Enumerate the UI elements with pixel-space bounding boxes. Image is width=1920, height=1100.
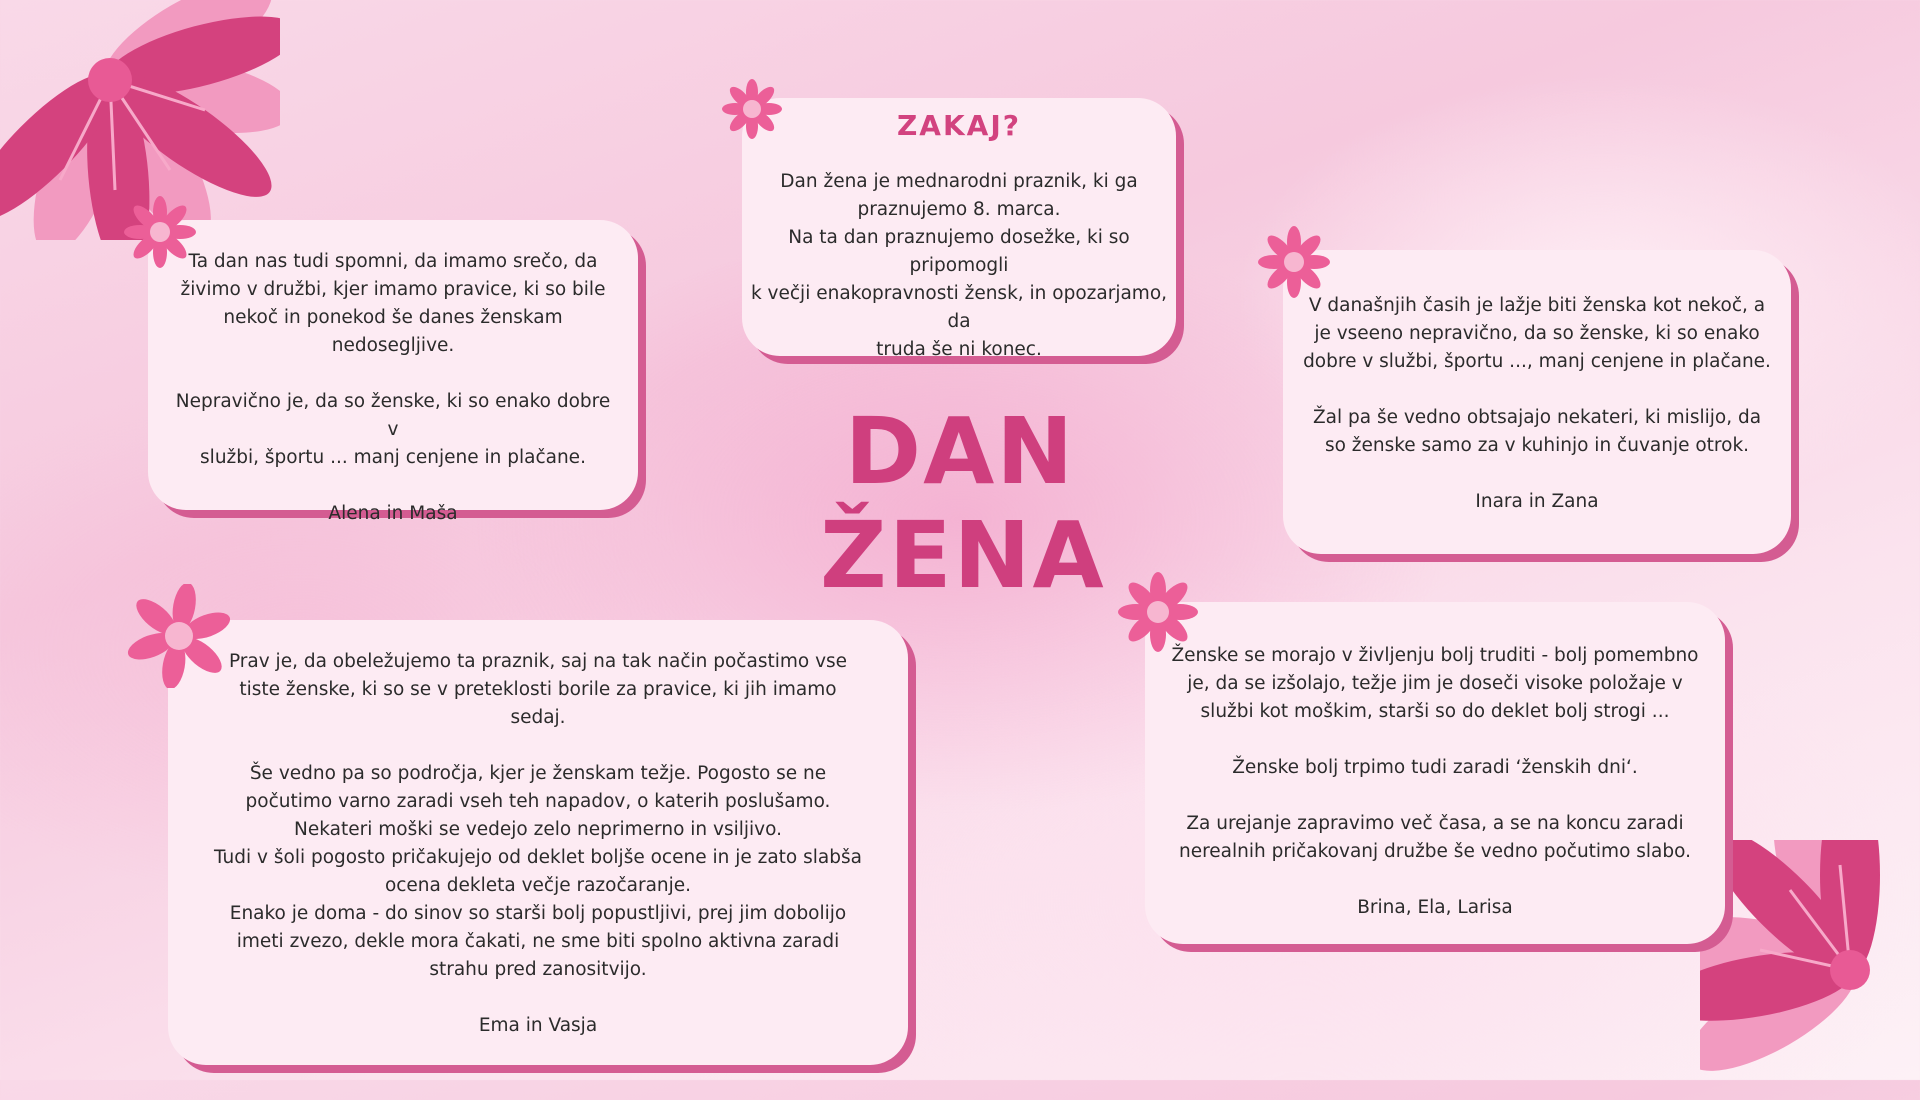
card-paragraph: Nepravično je, da so ženske, ki so enako dobre v službi, športu ... manj cenjene in plačane. [175, 391, 611, 468]
flower-icon [1700, 840, 1920, 1100]
card-paragraph: Ženske bolj trpimo tudi zaradi ‘ženskih dni‘. [1232, 757, 1638, 778]
card-paragraph: Za urejanje zapravimo več časa, a se na koncu zaradi nerealnih pričakovanj družbe še vedno počutimo slabo. [1178, 813, 1692, 862]
card-signature: Inara in Zana [1475, 491, 1599, 512]
card-heading: ZAKAJ? [897, 109, 1021, 142]
title-line: DAN [844, 398, 1076, 505]
card-paragraph: Ženske se morajo v življenju bolj truditi - bolj pomembno je, da se izšolajo, težje jim je doseči visoke položaje v službi kot moškim, starši so do deklet bolj strogi ... [1171, 645, 1699, 722]
card-paragraph: Dan žena je mednarodni praznik, ki ga praznujemo 8. marca. Na ta dan praznujemo dosežke, ki so pripomogli k večji enakopravnosti žensk, in opozarjamo, da truda še ni konec. [750, 171, 1168, 360]
flower-icon [122, 196, 198, 268]
text-card-alena-masa [148, 220, 638, 524]
flower-icon [720, 78, 784, 140]
text-card-ema-vasja [168, 620, 908, 1065]
page-title [820, 398, 1106, 609]
card-signature: Brina, Ela, Larisa [1357, 897, 1513, 918]
card-paragraph: Ta dan nas tudi spomni, da imamo srečo, da živimo v družbi, kjer imamo pravice, ki so bile nekoč in ponekod še danes ženskam nedosegljive. [180, 251, 606, 356]
card-signature: Ema in Vasja [478, 1015, 598, 1036]
flower-icon [1116, 572, 1200, 652]
flower-icon [124, 584, 234, 688]
flower-icon [1256, 226, 1332, 298]
card-signature: Alena in Maša [328, 503, 458, 524]
card-paragraph: Žal pa še vedno obtsajajo nekateri, ki mislijo, da so ženske samo za v kuhinjo in čuvanje otrok. [1312, 407, 1762, 456]
card-paragraph: Prav je, da obeležujemo ta praznik, saj na tak način počastimo vse tiste ženske, ki so se v preteklosti borile za pravice, ki jih imamo sedaj. [228, 651, 848, 728]
card-paragraph: Še vedno pa so področja, kjer je ženskam težje. Pogosto se ne počutimo varno zaradi vseh teh napadov, o katerih poslušamo. Nekateri moški se vedejo zelo neprimerno in vsiljivo. Tudi v šoli pogosto pričakujejo od deklet boljše ocene in je zato slabša ocena dekleta večje razočaranje. Enako je doma - do sinov so starši bolj popustljivi, prej jim dobolijo imeti zvezo, dekle mora čakati, ne sme biti spolno aktivna zaradi strahu pred zanositvijo. [214, 763, 862, 980]
card-paragraph: V današnjih časih je lažje biti ženska kot nekoč, a je vseeno nepravično, da so ženske, ki so enako dobre v službi, športu ..., manj cenjene in plačane. [1303, 295, 1771, 372]
text-card-zakaj [742, 98, 1176, 360]
text-card-inara-zana [1283, 250, 1791, 554]
text-card-brina-ela-larisa [1145, 602, 1725, 944]
title-line: ŽENA [820, 502, 1106, 609]
